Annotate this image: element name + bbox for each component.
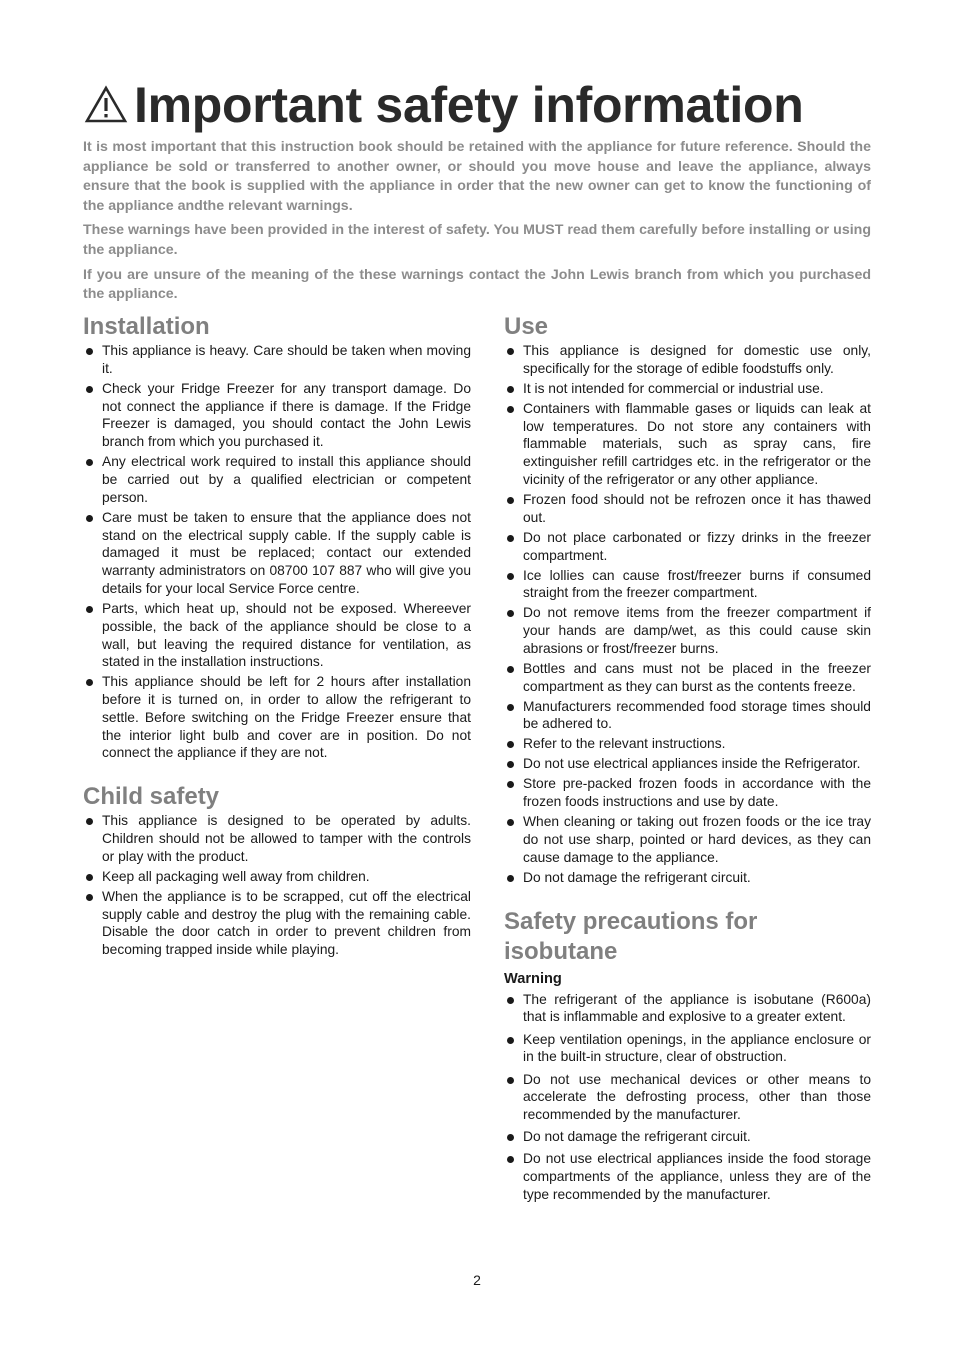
list-item: Containers with flammable gases or liquids can leak at low temperatures. Do not store any containers with flammable materials, such as spray cans, fire extinguisher refill cartridges etc. in the refrigerator or the vicinity of the refrigerator or any other appliance.	[504, 400, 871, 489]
list-item: It is not intended for commercial or industrial use.	[504, 380, 871, 398]
page-title	[84, 72, 884, 138]
list-item: This appliance should be left for 2 hours after installation before it is turned on, in order to allow the refrigerant to settle. Before switching on the Fridge Freezer ensure that the interior light bulb and cover are in position. Do not connect the appliance if they are not.	[83, 673, 471, 762]
page-number: 2	[473, 1272, 481, 1288]
list-item: Any electrical work required to install this appliance should be carried out by a qualified electrician or competent person.	[83, 453, 471, 506]
list-item: Care must be taken to ensure that the appliance does not stand on the electrical supply cable. If the supply cable is damaged it must be replaced; contact our extended warranty administrators on 08700 107 887 who will give you details for your local Service Force centre.	[83, 509, 471, 598]
list-item: Do not damage the refrigerant circuit.	[504, 1128, 871, 1146]
list-item: Frozen food should not be refrozen once it has thawed out.	[504, 491, 871, 527]
installation-heading: Installation	[83, 313, 210, 340]
isobutane-heading: Safety precautions for isobutane	[504, 907, 758, 965]
warning-subheading: Warning	[504, 970, 562, 987]
child-safety-list	[83, 812, 471, 959]
intro-paragraph: It is most important that this instruction book should be retained with the appliance for future reference. Should the appliance be sold or transferred to another owner, or should you move house and leave the appliance, always ensure that the book is supplied with the appliance in order that the new owner can get to know the functioning of the appliance andthe relevant warnings.	[83, 139, 871, 214]
list-item: Manufacturers recommended food storage times should be adhered to.	[504, 698, 871, 734]
list-item: When the appliance is to be scrapped, cut off the electrical supply cable and destroy the plug with the remaining cable. Disable the door catch in order to prevent children from becoming trapped inside while playing.	[83, 888, 471, 959]
list-item: Check your Fridge Freezer for any transport damage. Do not connect the appliance if there is damage. If the Fridge Freezer is damaged, you should contact the John Lewis branch from which you purchased it.	[83, 380, 471, 451]
list-item: When cleaning or taking out frozen foods or the ice tray do not use sharp, pointed or hard devices, as they can cause damage to the appliance.	[504, 813, 871, 866]
isobutane-list	[504, 991, 871, 1204]
list-item: This appliance is designed for domestic use only, specifically for the storage of edible foodstuffs only.	[504, 342, 871, 378]
intro-paragraph: If you are unsure of the meaning of the these warnings contact the John Lewis branch from which you purchased the appliance.	[83, 266, 871, 303]
list-item: Do not use electrical appliances inside the Refrigerator.	[504, 755, 871, 773]
list-item: The refrigerant of the appliance is isobutane (R600a) that is inflammable and explosive to a greater extent.	[504, 991, 871, 1027]
use-heading: Use	[504, 313, 549, 340]
list-item: Bottles and cans must not be placed in the freezer compartment as they can burst as the contents freeze.	[504, 660, 871, 696]
list-item: This appliance is heavy. Care should be taken when moving it.	[83, 342, 471, 378]
installation-list	[83, 342, 471, 762]
use-list	[504, 342, 871, 887]
left-column	[83, 312, 471, 961]
list-item: Keep all packaging well away from children.	[83, 868, 471, 886]
child-safety-heading: Child safety	[83, 783, 220, 811]
list-item: Ice lollies can cause frost/freezer burns if consumed straight from the freezer compartment.	[504, 567, 871, 603]
intro-paragraph: These warnings have been provided in the interest of safety. You MUST read them carefully before installing or using the appliance.	[83, 222, 871, 258]
list-item: Keep ventilation openings, in the appliance enclosure or in the built-in structure, clear of obstruction.	[504, 1031, 871, 1067]
list-item: Store pre-packed frozen foods in accordance with the frozen foods instructions and use by date.	[504, 775, 871, 811]
list-item: Do not damage the refrigerant circuit.	[504, 869, 871, 887]
intro-block	[83, 138, 871, 310]
list-item: Parts, which heat up, should not be exposed. Whereever possible, the back of the appliance should be close to a wall, but leaving the required distance for ventilation, as stated in the installation instructions.	[83, 600, 471, 671]
warning-triangle-icon	[84, 85, 128, 125]
right-column	[504, 312, 871, 1208]
list-item: Do not use mechanical devices or other means to accelerate the defrosting process, other than those recommended by the manufacturer.	[504, 1071, 871, 1124]
list-item: Do not remove items from the freezer compartment if your hands are damp/wet, as this could cause skin abrasions or frost/freezer burns.	[504, 604, 871, 657]
list-item: Do not place carbonated or fizzy drinks in the freezer compartment.	[504, 529, 871, 565]
list-item: Refer to the relevant instructions.	[504, 735, 871, 753]
list-item: This appliance is designed to be operated by adults. Children should not be allowed to tamper with the controls or play with the product.	[83, 812, 471, 865]
list-item: Do not use electrical appliances inside the food storage compartments of the appliance, unless they are of the type recommended by the manufacturer.	[504, 1150, 871, 1203]
title-text: Important safety information	[134, 77, 804, 133]
